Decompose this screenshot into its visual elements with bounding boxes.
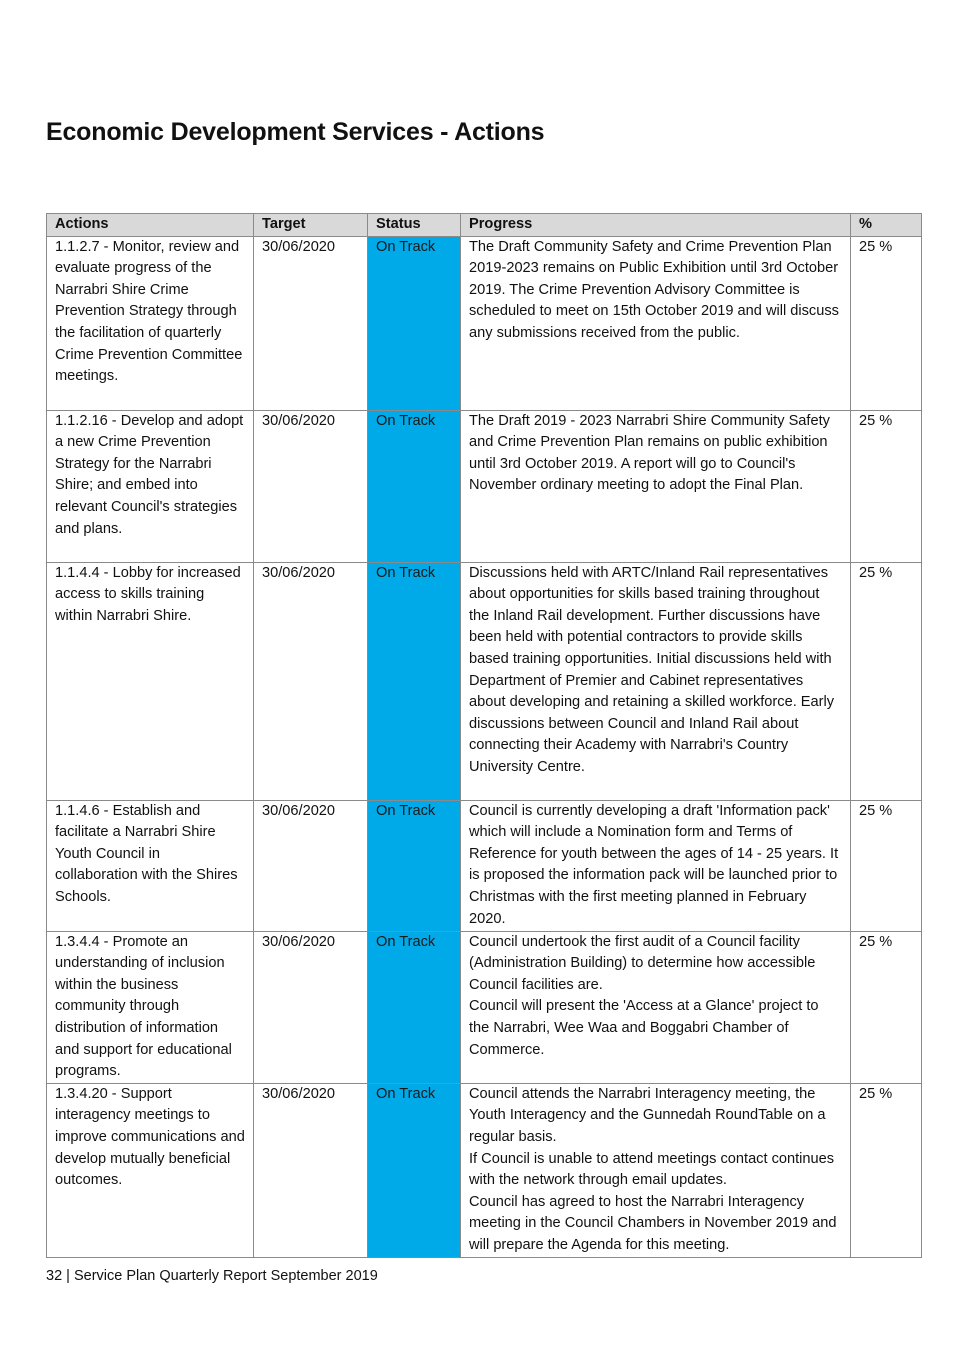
status-cell: On Track (368, 562, 461, 800)
table-header-row (47, 214, 922, 237)
action-cell: 1.1.2.16 - Develop and adopt a new Crime Prevention Strategy for the Narrabri Shire; and embed into relevant Council's strategies and plans. (47, 410, 254, 562)
target-cell: 30/06/2020 (254, 236, 368, 410)
action-cell: 1.1.4.6 - Establish and facilitate a Narrabri Shire Youth Council in collaboration with the Shires Schools. (47, 800, 254, 931)
percent-cell: 25 % (851, 1083, 922, 1257)
progress-cell: Council is currently developing a draft 'Information pack' which will include a Nomination form and Terms of Reference for youth between the ages of 14 - 25 years. It is proposed the information pack will be launched prior to Christmas with the first meeting planned in February 2020. (461, 800, 851, 931)
action-cell: 1.1.4.4 - Lobby for increased access to skills training within Narrabri Shire. (47, 562, 254, 800)
table-row (47, 562, 922, 800)
progress-cell: Discussions held with ARTC/Inland Rail representatives about opportunities for skills based training throughout the Inland Rail development. Further discussions have been held with potential contractors to provide skills based training opportunities. Initial discussions held with Department of Premier and Cabinet representatives about developing and retaining a skilled workforce. Early discussions between Council and Inland Rail about connecting their Academy with Narrabri's Country University Centre. (461, 562, 851, 800)
status-cell: On Track (368, 410, 461, 562)
table-row (47, 236, 922, 410)
target-cell: 30/06/2020 (254, 931, 368, 1083)
header-percent: % (851, 214, 922, 237)
target-cell: 30/06/2020 (254, 410, 368, 562)
progress-cell: The Draft Community Safety and Crime Prevention Plan 2019-2023 remains on Public Exhibition until 3rd October 2019. The Crime Prevention Advisory Committee is scheduled to meet on 15th October 2019 and will discuss any submissions received from the public. (461, 236, 851, 410)
status-cell: On Track (368, 800, 461, 931)
page-title: Economic Development Services - Actions (46, 118, 545, 146)
actions-table (46, 213, 922, 1258)
status-cell: On Track (368, 1083, 461, 1257)
progress-cell: Council attends the Narrabri Interagency meeting, the Youth Interagency and the Gunnedah RoundTable on a regular basis. If Council is unable to attend meetings contact continues with the network through email updates. Council has agreed to host the Narrabri Interagency meeting in the Council Chambers in November 2019 and will prepare the Agenda for this meeting. (461, 1083, 851, 1257)
header-progress: Progress (461, 214, 851, 237)
action-cell: 1.3.4.4 - Promote an understanding of inclusion within the business community through distribution of information and support for educational programs. (47, 931, 254, 1083)
status-cell: On Track (368, 931, 461, 1083)
status-cell: On Track (368, 236, 461, 410)
progress-cell: Council undertook the first audit of a Council facility (Administration Building) to determine how accessible Council facilities are. Council will present the 'Access at a Glance' project to the Narrabri, Wee Waa and Boggabri Chamber of Commerce. (461, 931, 851, 1083)
header-target: Target (254, 214, 368, 237)
header-actions: Actions (47, 214, 254, 237)
percent-cell: 25 % (851, 562, 922, 800)
progress-cell: The Draft 2019 - 2023 Narrabri Shire Community Safety and Crime Prevention Plan remains on public exhibition until 3rd October 2019. A report will go to Council's November ordinary meeting to adopt the Final Plan. (461, 410, 851, 562)
target-cell: 30/06/2020 (254, 800, 368, 931)
page-footer: 32 | Service Plan Quarterly Report September 2019 (46, 1268, 378, 1284)
target-cell: 30/06/2020 (254, 1083, 368, 1257)
percent-cell: 25 % (851, 800, 922, 931)
percent-cell: 25 % (851, 931, 922, 1083)
header-status: Status (368, 214, 461, 237)
percent-cell: 25 % (851, 410, 922, 562)
action-cell: 1.3.4.20 - Support interagency meetings to improve communications and develop mutually beneficial outcomes. (47, 1083, 254, 1257)
table-row (47, 410, 922, 562)
table-row (47, 1083, 922, 1257)
action-cell: 1.1.2.7 - Monitor, review and evaluate progress of the Narrabri Shire Crime Prevention Strategy through the facilitation of quarterly Crime Prevention Committee meetings. (47, 236, 254, 410)
target-cell: 30/06/2020 (254, 562, 368, 800)
percent-cell: 25 % (851, 236, 922, 410)
table-row (47, 931, 922, 1083)
table-row (47, 800, 922, 931)
